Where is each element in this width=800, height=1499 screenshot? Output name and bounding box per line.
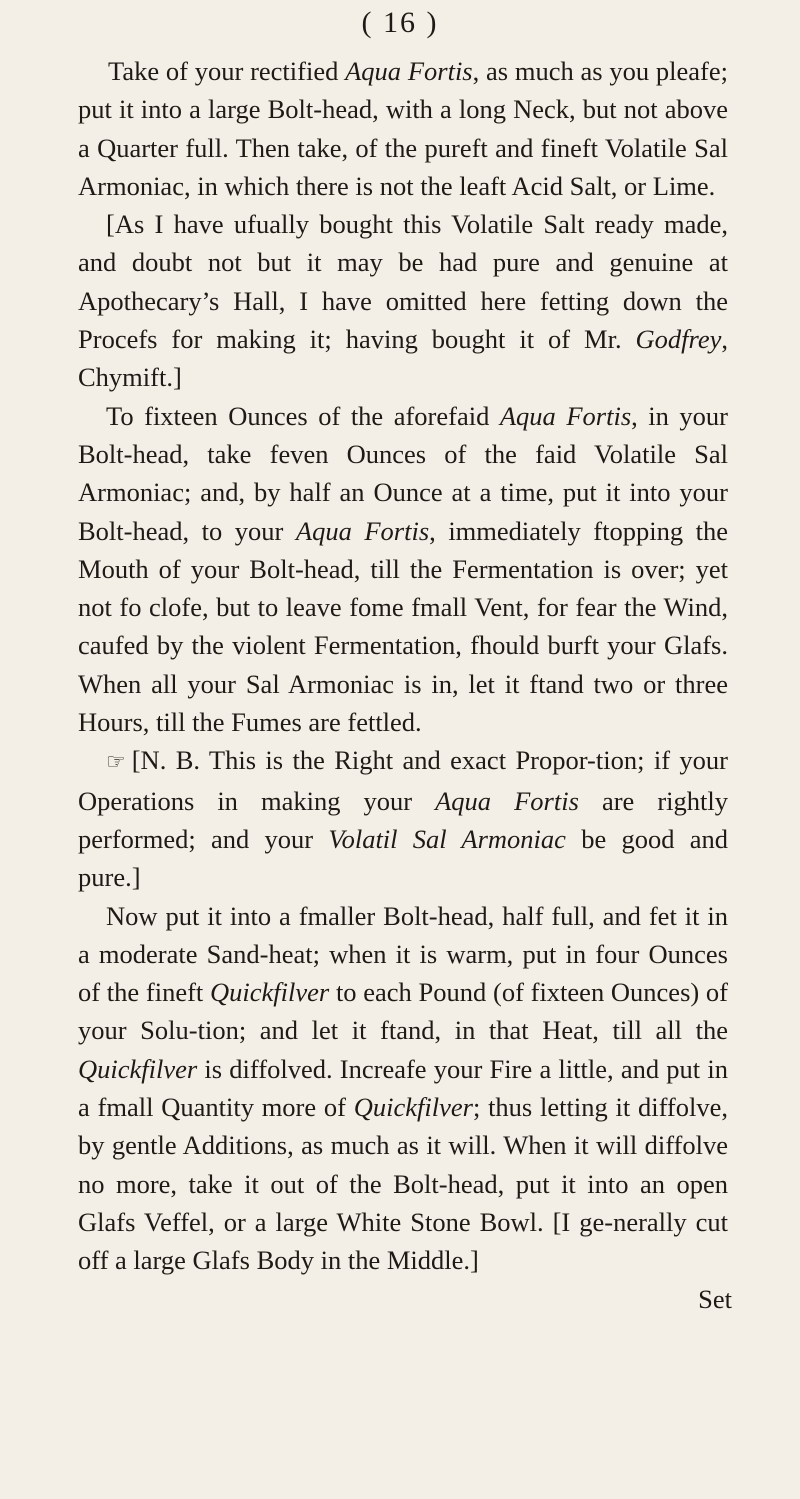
italic-term: Aqua Fortis: [345, 56, 473, 86]
text-run: to each Pound (of fixteen Ounces) of your Solu-tion; and let it ftand, in that Heat, till all the: [78, 977, 729, 1046]
italic-term: Quickfilver: [78, 1053, 198, 1084]
text-run: ; thus letting it diffolve, by gentle Additions, as much as it will. When it will diffolve no more, take it out of the Bolt-head, put it into an open Glafs Veffel, or a large White Stone Bowl. [I ge-nerally cut off a large Glafs Body in the Middle.]: [78, 1092, 728, 1276]
italic-term: Aqua Fortis: [499, 400, 632, 431]
text-run: be good and pure.]: [78, 823, 728, 893]
paragraph-5: [78, 897, 728, 1280]
page-number: ( 16 ): [361, 6, 439, 39]
paragraph-3: [78, 397, 728, 742]
text-run: Take of your rectified: [108, 56, 346, 86]
paragraph-2: [78, 205, 728, 396]
text-run: [N. B. This is the Right and exact Propor-tion; if your Operations in making your: [78, 745, 728, 816]
catchword: Set: [698, 1283, 732, 1314]
paragraph-4: [78, 741, 728, 896]
body-text: [78, 52, 732, 1318]
text-run: are rightly performed; and your: [78, 785, 729, 854]
text-run: Now put it into a fmaller Bolt-head, half full, and fet it in a moderate Sand-heat; when it is warm, put in four Ounces of the fineft: [78, 900, 728, 1008]
text-run: is diffolved. Increafe your Fire a little, and put in a fmall Quantity more of: [78, 1053, 728, 1123]
text-run: , Chymift.]: [78, 324, 728, 393]
paragraph-1: [78, 52, 728, 205]
pointing-hand-icon: ☞: [106, 749, 126, 775]
italic-term: Quickfilver: [210, 977, 330, 1008]
italic-term: Quickfilver: [353, 1092, 473, 1123]
text-run: , as much as you pleafe; put it into a large Bolt-head, with a long Neck, but not above a Quarter full. Then take, of the pureft and fineft Volatile Sal Armoniac, in which there is not the leaft Acid Salt, or Lime.: [78, 56, 728, 201]
text-run: [As I have ufually bought this Volatile Salt ready made, and doubt not but it may be had pure and genuine at Apothecary’s Hall, I have omitted here fetting down the Procefs for making it; having bought it of Mr.: [78, 209, 728, 355]
italic-term: Aqua Fortis: [295, 515, 430, 546]
italic-name: Godfrey: [635, 324, 722, 355]
italic-term: Volatil Sal Armoniac: [328, 823, 566, 854]
italic-term: Aqua Fortis: [435, 785, 579, 816]
text-run: , immediately ftopping the Mouth of your Bolt-head, till the Fermentation is over; yet not fo clofe, but to leave fome fmall Vent, for fear the Wind, caufed by the violent Fermentation, fhould burft your Glafs. When all your Sal Armoniac is in, let it ftand two or three Hours, till the Fumes are fettled.: [78, 515, 729, 738]
text-run: To fixteen Ounces of the aforefaid: [106, 400, 500, 431]
text-run: , in your Bolt-head, take feven Ounces of the faid Volatile Sal Armoniac; and, by half an Ounce at a time, put it into your Bolt-head, to your: [78, 400, 729, 546]
